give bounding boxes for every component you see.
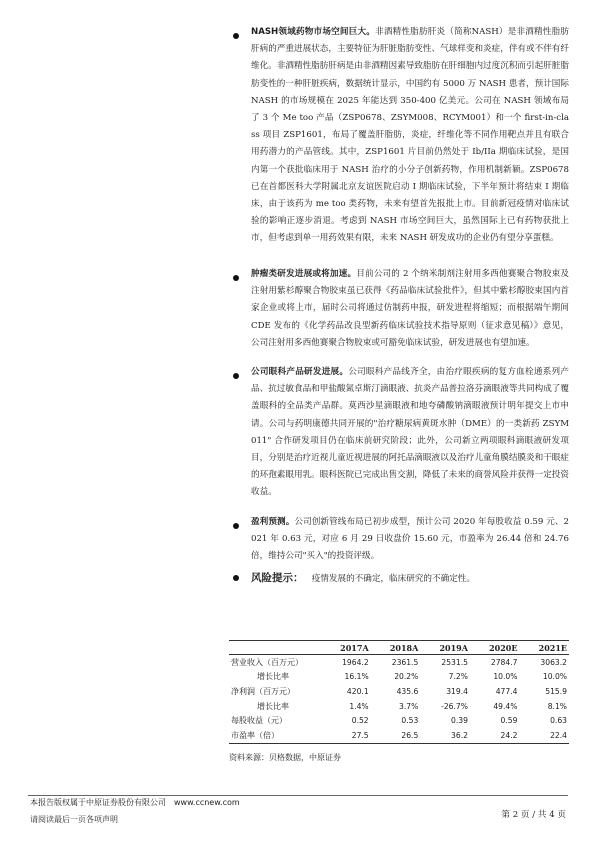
table-cell: 477.4 [495, 686, 518, 696]
bullet-nash [233, 33, 239, 39]
footer-divider [28, 795, 568, 796]
section-title: 公司眼科产品研发进展。 [251, 367, 349, 377]
section-title: 肿瘤类研发进展或将加速。 [251, 269, 357, 279]
risk-text: 疫情发展的不确定，临床研究的不确定性。 [311, 574, 475, 584]
financial-forecast-table [229, 640, 569, 744]
header-cell: 2018A [371, 641, 421, 655]
header-cell [229, 641, 321, 655]
bullet-ophthalmology [233, 373, 239, 379]
table-header-row [229, 641, 569, 655]
table-cell: 10.0% [542, 672, 567, 682]
table-cell: 319.4 [446, 686, 468, 696]
risk-warning [251, 570, 569, 588]
footer-disclaimer: 请阅读最后一页各项声明 [30, 815, 118, 824]
table-cell: 8.1% [547, 701, 567, 711]
table-cell: 26.5 [371, 728, 421, 743]
table-cell: 2784.7 [490, 657, 518, 667]
footer-copyright-line [30, 797, 240, 808]
table-cell: 0.39 [451, 716, 468, 726]
financial-table-wrapper [229, 640, 569, 744]
table-cell: 0.52 [351, 716, 369, 726]
table-cell: 0.63 [550, 716, 567, 726]
risk-title: 风险提示： [251, 572, 304, 584]
table-cell: 22.4 [519, 728, 569, 743]
table-cell: 435.6 [396, 686, 419, 696]
table-cell: 3063.2 [540, 657, 567, 667]
table-cell: 16.1% [344, 672, 369, 682]
section-text: 公司创新管线布局已初步成型，预计公司 2020 年每股收益 0.59 元、2021 年 0.63 元，对应 6 月 29 日收盘价 15.60 元，市盈率为 26.44 倍和 24.76 倍，维持公司"买入"的投资评级。 [251, 517, 569, 562]
section-oncology [251, 266, 569, 352]
table-cell: 3.7% [399, 701, 419, 711]
table-row [229, 728, 569, 743]
data-source-note: 资料来源：贝格数据，中原证券 [229, 753, 341, 762]
table-cell: 24.2 [470, 728, 519, 743]
row-label: 每股收益（元） [231, 716, 287, 726]
table-cell: 7.2% [448, 672, 468, 682]
section-ophthalmology [251, 364, 569, 502]
table-cell: 515.9 [545, 686, 567, 696]
table-cell: 2531.5 [441, 657, 468, 667]
footer-url-link[interactable]: www.ccnew.com [174, 798, 240, 807]
header-cell: 2019A [420, 641, 470, 655]
header-cell: 2020E [470, 641, 519, 655]
table-cell: 0.53 [401, 716, 419, 726]
header-cell: 2021E [519, 641, 569, 655]
section-text: 非酒精性脂肪肝炎（简称NASH）是非酒精性脂肪肝病的严重进展状态，主要特征为肝脏脂肪变性、气球样变和炎症，伴有或不伴有纤维化。非酒精性脂肪肝病是由非酒精因素导致脂肪在肝细胞内过度沉积而引起肝脏脂肪变性的一种肝脏疾病，数据统计显示，中国约有 5000 万 NASH 患者，预计国际 NASH 的市场规模在 2025 年能达到 350-400 亿美元。公司在 NASH 领域布局了 3 个 Me too 产品（ZSP0678、ZSYM008、RCYM001）和一个 first-in-class 项目 ZSP1601，布局了覆盖肝脂肪，炎症，纤维化等不同作用靶点并且有联合用药潜力的产品管线。其中，ZSP1601 片目前仍然处于 Ib/IIa 期临床试验，是国内第一个获批临床用于 NASH 治疗的小分子创新药物，作用机制新颖。ZSP0678 已在首都医科大学附属北京友谊医院启动 I 期临床试验，下半年预计将结束 I 期临床，由于该药为 me too 类药物，未来有望首先报批上市。目前新冠疫情对临床试验的影响正逐步消退。考虑到 NASH 市场空间巨大，虽然国际上已有药物获批上市，但考虑到单一用药效果有限，未来 NASH 研发成功的企业仍有望分享蛋糕。 [251, 27, 570, 244]
table-cell: 420.1 [346, 686, 369, 696]
row-label: 增长比率 [257, 701, 289, 711]
table-cell: 36.2 [420, 728, 470, 743]
section-title: NASH领域药物市场空间巨大。 [251, 27, 376, 37]
table-cell: 27.5 [321, 728, 371, 743]
bullet-risk [233, 575, 239, 581]
table-cell: 2361.5 [391, 657, 419, 667]
row-label: 营业收入（百万元） [231, 657, 303, 667]
table-cell: -26.7% [441, 701, 468, 711]
table-row [229, 670, 569, 685]
table-cell: 1964.2 [342, 657, 369, 667]
table-cell: 20.2% [394, 672, 419, 682]
row-label: 净利润（百万元） [231, 686, 295, 696]
header-cell: 2017A [321, 641, 371, 655]
page-number: 第 2 页 / 共 4 页 [501, 810, 566, 820]
section-title: 盈利预测。 [251, 517, 295, 527]
table-row [229, 655, 569, 670]
bullet-forecast [233, 523, 239, 529]
footer-copyright: 本报告版权属于中原证券股份有限公司 [30, 798, 166, 807]
row-label: 增长比率 [257, 672, 289, 682]
section-forecast [251, 514, 569, 566]
table-cell: 10.0% [493, 672, 518, 682]
section-text: 公司眼科产品线齐全，由治疗眼疾病的复方血栓通系列产品、抗过敏食品和甲盐酸氮卓斯汀滴眼液、抗炎产品普拉洛芬滴眼液等共同构成了覆盖眼科的全品类产品群。莫西沙星滴眼液和地夸磷酸钠滴眼液预计明年提交上市申请。公司与药明康德共同开展的"治疗糖尿病黄斑水肿（DME）的一类新药 ZSYM011" 合作研发项目仍在临床前研究阶段；此外，公司新立两项眼科滴眼液研发项目，分别是治疗近视儿童近视进展的阿托品滴眼液以及治疗儿童角膜结膜炎和干眼症的环孢素眼用乳。眼科医院已完成出售交割，降低了未来的商誉风险并获得一定投资收益。 [251, 367, 569, 498]
section-text: 目前公司的 2 个纳米制剂注射用多西他赛聚合物胶束及注射用紫杉醇聚合物胶束虽已获得《药品临床试验批件》，但其中紫杉醇胶束国内首家企业或将上市，届时公司将通过仿制药申报，研发进程将缩短；而根据端午期间 CDE 发布的《化学药品改良型新药临床试验技术指导原则（征求意见稿）》意见，公司注射用多西他赛聚合物胶束或可豁免临床试验，研发进展也有望加速。 [251, 269, 569, 348]
section-nash [251, 24, 569, 248]
bullet-oncology [233, 275, 239, 281]
table-row [229, 699, 569, 714]
table-row [229, 684, 569, 699]
table-cell: 49.4% [493, 701, 518, 711]
row-label: 市盈率（倍） [229, 728, 321, 743]
table-cell: 0.59 [500, 716, 518, 726]
table-cell: 1.4% [349, 701, 369, 711]
table-row [229, 713, 569, 728]
